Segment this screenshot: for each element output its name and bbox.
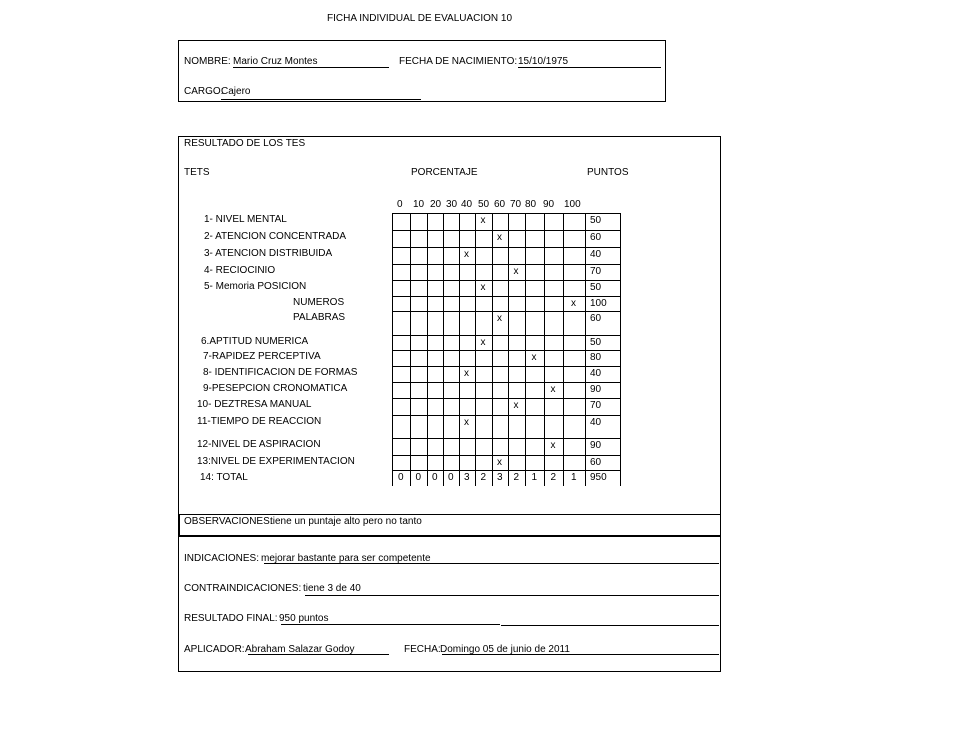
test-label: 11-TIEMPO DE REACCION <box>197 416 322 427</box>
total-count: 1 <box>531 472 538 483</box>
scale-label: 10 <box>413 199 425 210</box>
total-count: 0 <box>415 472 422 483</box>
grid-column-line <box>585 213 586 486</box>
fecha-value: Domingo 05 de junio de 2011 <box>440 644 570 655</box>
points-value: 40 <box>590 368 602 379</box>
contraindicaciones-label: CONTRAINDICACIONES: <box>184 583 302 594</box>
score-mark: x <box>464 417 469 428</box>
score-mark: x <box>550 440 556 451</box>
points-value: 60 <box>590 313 602 324</box>
test-label: 10- DEZTRESA MANUAL <box>197 399 312 410</box>
score-mark: x <box>480 282 486 293</box>
scale-label: 30 <box>446 199 458 210</box>
test-label: 4- RECIOCINIO <box>204 265 276 276</box>
results-section-title: RESULTADO DE LOS TES <box>184 138 306 149</box>
total-points: 950 <box>590 472 607 483</box>
resultado-final-label: RESULTADO FINAL: <box>184 613 278 624</box>
total-count: 2 <box>480 472 487 483</box>
test-label: NUMEROS <box>293 297 345 308</box>
indicaciones-underline <box>264 563 719 564</box>
resultado-final-underline-2 <box>501 625 719 626</box>
score-mark: x <box>531 352 537 363</box>
test-label: PALABRAS <box>293 312 346 323</box>
grid-column-line <box>563 213 564 486</box>
points-value: 90 <box>590 384 602 395</box>
total-count: 3 <box>464 472 470 483</box>
grid-column-line <box>410 213 411 486</box>
points-value: 60 <box>590 457 602 468</box>
fecha-label: FECHA: <box>404 644 441 655</box>
total-label: 14: TOTAL <box>200 472 248 483</box>
fecha-underline <box>442 654 719 655</box>
nombre-label: NOMBRE: <box>184 56 231 67</box>
scale-label: 70 <box>510 199 522 210</box>
grid-column-line <box>443 213 444 486</box>
points-value: 40 <box>590 417 602 428</box>
test-label: 3- ATENCION DISTRIBUIDA <box>204 248 333 259</box>
contraindicaciones-value: tiene 3 de 40 <box>303 583 361 594</box>
points-value: 70 <box>590 400 602 411</box>
total-count: 0 <box>432 472 438 483</box>
score-mark: x <box>464 249 469 260</box>
scale-label: 50 <box>478 199 490 210</box>
points-value: 40 <box>590 249 602 260</box>
total-count: 2 <box>550 472 557 483</box>
fecha-nacimiento-label: FECHA DE NACIMIENTO: <box>399 56 518 67</box>
grid-column-line <box>544 213 545 486</box>
points-value: 50 <box>590 215 602 226</box>
resultado-final-value: 950 puntos <box>279 613 329 624</box>
observaciones-label: OBSERVACIONES: <box>184 516 273 527</box>
grid-column-line <box>525 213 526 486</box>
points-column-header: PUNTOS <box>587 167 629 178</box>
tests-column-header: TETS <box>184 167 210 178</box>
total-count: 0 <box>448 472 454 483</box>
test-label: 12-NIVEL DE ASPIRACION <box>197 439 321 450</box>
cargo-label: CARGO: <box>184 86 224 97</box>
test-label: 9-PESEPCION CRONOMATICA <box>203 383 348 394</box>
aplicador-value: Abraham Salazar Godoy <box>245 644 355 655</box>
grid-column-line <box>392 213 393 486</box>
score-mark: x <box>497 457 502 468</box>
test-label: 6.APTITUD NUMERICA <box>201 336 309 347</box>
grid-column-line <box>508 213 509 486</box>
test-label: 1- NIVEL MENTAL <box>204 214 287 225</box>
indicaciones-value: mejorar bastante para ser competente <box>261 553 431 564</box>
score-mark: x <box>497 313 502 324</box>
score-mark: x <box>550 384 556 395</box>
observaciones-value: tiene un puntaje alto pero no tanto <box>270 516 422 527</box>
points-value: 50 <box>590 337 602 348</box>
score-mark: x <box>513 400 519 411</box>
score-mark: x <box>497 232 502 243</box>
score-mark: x <box>513 266 519 277</box>
fecha-nacimiento-value: 15/10/1975 <box>518 56 569 67</box>
points-value: 60 <box>590 232 602 243</box>
points-value: 100 <box>590 298 607 309</box>
test-label: 7-RAPIDEZ PERCEPTIVA <box>203 351 321 362</box>
scale-label: 100 <box>564 199 581 210</box>
contraindicaciones-underline <box>305 595 719 596</box>
aplicador-underline <box>248 654 389 655</box>
resultado-final-underline <box>281 624 500 625</box>
points-value: 50 <box>590 282 602 293</box>
points-value: 90 <box>590 440 602 451</box>
percentage-column-header: PORCENTAJE <box>411 167 478 178</box>
total-count: 1 <box>571 472 577 483</box>
nombre-value: Mario Cruz Montes <box>233 56 318 67</box>
fecha-nacimiento-underline <box>518 67 661 68</box>
grid-column-line <box>475 213 476 486</box>
scale-label: 40 <box>461 199 473 210</box>
score-mark: x <box>464 368 469 379</box>
test-label: 13:NIVEL DE EXPERIMENTACION <box>197 456 355 467</box>
test-label: 5- Memoria POSICION <box>204 281 307 292</box>
cargo-value: Cajero <box>221 86 251 97</box>
points-value: 70 <box>590 266 602 277</box>
test-label: 8- IDENTIFICACION DE FORMAS <box>203 367 358 378</box>
score-mark: x <box>480 337 486 348</box>
total-count: 3 <box>497 472 503 483</box>
total-count: 0 <box>398 472 404 483</box>
grid-column-line <box>427 213 428 486</box>
cargo-underline <box>221 99 421 100</box>
form-title: FICHA INDIVIDUAL DE EVALUACION 10 <box>327 13 513 24</box>
grid-column-line <box>620 213 621 486</box>
grid-column-line <box>459 213 460 486</box>
nombre-underline <box>233 67 389 68</box>
score-mark: x <box>480 215 486 226</box>
scale-label: 80 <box>525 199 537 210</box>
personal-info-box <box>178 40 666 102</box>
test-label: 2- ATENCION CONCENTRADA <box>204 231 347 242</box>
aplicador-label: APLICADOR: <box>184 644 245 655</box>
scale-label: 90 <box>543 199 555 210</box>
grid-column-line <box>492 213 493 486</box>
scale-label: 60 <box>494 199 506 210</box>
points-value: 80 <box>590 352 602 363</box>
scale-label: 0 <box>397 199 403 210</box>
scale-label: 20 <box>430 199 442 210</box>
indicaciones-label: INDICACIONES: <box>184 553 260 564</box>
score-mark: x <box>571 298 576 309</box>
total-count: 2 <box>513 472 520 483</box>
